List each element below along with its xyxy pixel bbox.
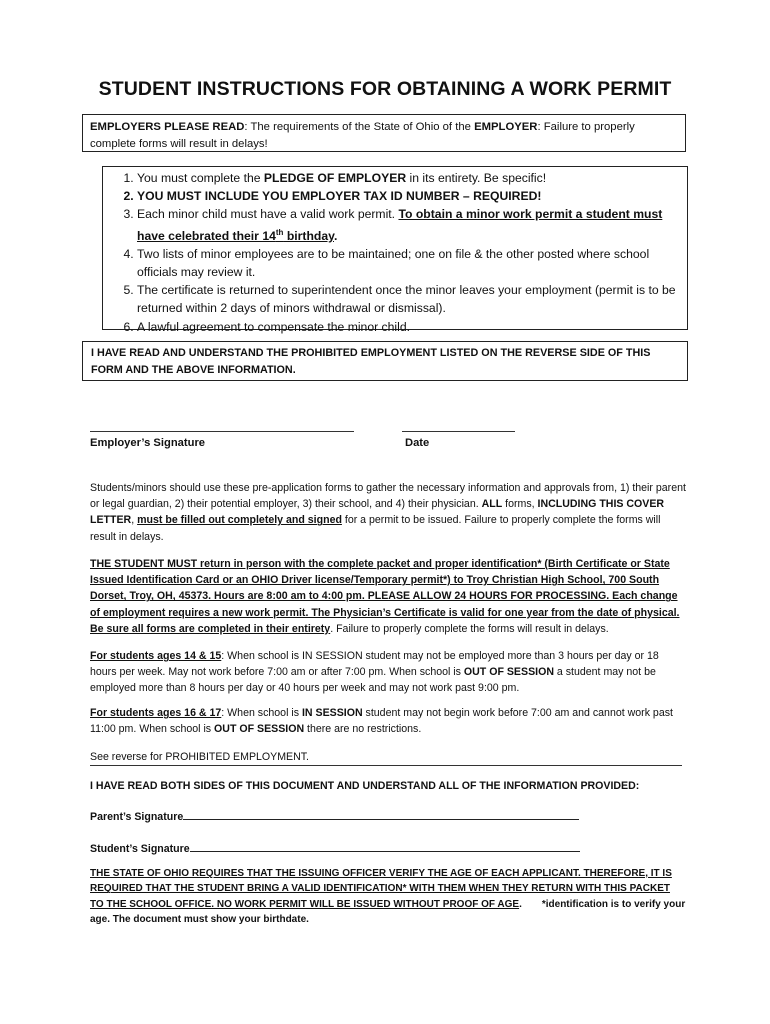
intro-text: Students/minors should use these pre-application forms to gather the necessary information and approvals from, 1) their parent or legal guardian, 2) their potential employer, 3) their school, and 4) their physician.: [90, 482, 686, 511]
intro-including: INCLUDING THIS COVER LETTER: [90, 498, 665, 527]
parent-signature-row: [90, 808, 686, 825]
intro-paragraph: [90, 480, 686, 545]
list-item-text: in its entirety. Be specific!: [406, 171, 547, 185]
employers-text-1: : The requirements of the State of Ohio of the: [244, 121, 475, 133]
list-item: 4. Two lists of minor employees are to be maintained; one on file & the other posted where school officials may review it.: [137, 245, 687, 281]
birthday-requirement-part: To obtain a minor work permit a student must have celebrated their 14: [137, 207, 663, 243]
ages-16-17-heading: For students ages 16 & 17: [90, 707, 222, 719]
ages-14-15-text: a student may not be employed more than 8 hours per day or 40 hours per week and may not work past 9:00 pm.: [90, 666, 656, 695]
intro-text: for a permit to be issued. Failure to properly complete the forms will result in delays.: [90, 514, 661, 543]
ages-16-17-text: : When school is: [221, 707, 302, 719]
parent-signature-line[interactable]: [183, 808, 579, 820]
ages-14-15-text: : When school is IN SESSION student may not be employed more than 3 hours per day or 18 hours per week. May not work before 7:00 am or after 7:00 pm. When school is: [90, 650, 659, 679]
requirements-list-box: [102, 166, 688, 334]
parent-signature-label: Parent’s Signature: [90, 811, 184, 823]
birthday-requirement-part: birthday: [283, 228, 334, 243]
intro-text: ,: [131, 514, 138, 527]
ohio-requirement-text: THE STATE OF OHIO REQUIRES THAT THE ISSUING OFFICER VERIFY THE AGE OF EACH APPLICANT. THEREFORE, IT IS REQUIRED THAT THE STUDENT BRING A VALID IDENTIFICATION* WITH THEM WHEN THEY RETURN WITH THIS PACKET TO THE SCHOOL OFFICE. NO WORK PERMIT WILL BE ISSUED WITHOUT PROOF OF AGE: [90, 868, 672, 910]
list-item-text: Each minor child must have a valid work permit.: [137, 207, 399, 222]
intro-text: forms,: [502, 498, 538, 511]
identification-note: *identification is to verify your age. The document must show your birthdate.: [90, 898, 686, 926]
list-item-text: .: [334, 228, 338, 243]
employers-text-2: : Failure to properly complete forms will result in delays!: [90, 121, 635, 150]
return-instructions-paragraph: [90, 556, 686, 637]
employers-notice-box: [82, 114, 686, 152]
return-instructions-text: THE STUDENT MUST return in person with the complete packet and proper identification* (Birth Certificate or State Issued Identification Card or an OHIO Driver license/Temporary permit*) to Troy Christian High School, 700 South Dorset, Troy, OH, 45373. Hours are 8:00 am to 4:00 pm. PLEASE ALLOW 24 HOURS FOR PROCESSING. Each change of employment requires a new work permit. The Physician’s Certificate is valid for one year from the date of physical. Be sure all forms are completed in their entirety: [90, 558, 680, 635]
list-item: [137, 169, 687, 187]
date-label: Date: [405, 437, 430, 449]
ohio-requirement-footer: [90, 866, 686, 928]
employer-signature-label: Employer’s Signature: [90, 437, 206, 449]
out-of-session-text: OUT OF SESSION: [214, 723, 305, 736]
requirements-list: [113, 169, 687, 336]
list-item: 5. The certificate is returned to superintendent once the minor leaves your employment (permit is to be returned within 2 days of minors withdrawal or dismissal).: [137, 281, 687, 317]
both-sides-acknowledgement: I HAVE READ BOTH SIDES OF THIS DOCUMENT AND UNDERSTAND ALL OF THE INFORMATION PROVIDED:: [90, 780, 640, 792]
out-of-session-text: OUT OF SESSION: [463, 666, 554, 679]
student-signature-row: [90, 840, 686, 857]
list-item: [137, 205, 687, 244]
section-divider: [90, 765, 682, 766]
list-item-text: You must complete the: [137, 171, 264, 185]
ages-14-15-heading: For students ages 14 & 15: [90, 650, 222, 662]
list-item: 6. A lawful agreement to compensate the minor child.: [137, 318, 687, 336]
in-session-text: IN SESSION: [301, 707, 363, 719]
date-line[interactable]: [402, 431, 515, 432]
intro-must-signed: must be filled out completely and signed: [137, 514, 342, 527]
employer-signature-line[interactable]: [90, 431, 354, 432]
ordinal-suffix: th: [275, 227, 284, 237]
list-item: 2. YOU MUST INCLUDE YOU EMPLOYER TAX ID NUMBER – REQUIRED!: [137, 187, 687, 205]
return-instructions-tail: . Failure to properly complete the forms will result in delays.: [330, 622, 609, 635]
ages-14-15-paragraph: [90, 648, 686, 697]
ages-16-17-text: student may not begin work before 7:00 am and cannot work past 11:00 pm. When school is: [90, 707, 673, 736]
pledge-of-employer-text: PLEDGE OF EMPLOYER: [263, 171, 407, 185]
student-signature-label: Student’s Signature: [90, 843, 190, 855]
see-reverse-note: See reverse for PROHIBITED EMPLOYMENT.: [90, 751, 309, 763]
employers-read-label: EMPLOYERS PLEASE READ: [90, 121, 245, 133]
acknowledgement-box: I HAVE READ AND UNDERSTAND THE PROHIBITED EMPLOYMENT LISTED ON THE REVERSE SIDE OF THIS FORM AND THE ABOVE INFORMATION.: [82, 341, 688, 381]
employer-word: EMPLOYER: [474, 121, 538, 133]
student-signature-line[interactable]: [190, 840, 580, 852]
ages-16-17-text: there are no restrictions.: [304, 723, 422, 736]
intro-all: ALL: [481, 498, 503, 511]
page-title: STUDENT INSTRUCTIONS FOR OBTAINING A WORK PERMIT: [98, 78, 672, 100]
ages-16-17-paragraph: [90, 705, 686, 737]
ohio-requirement-period: .: [519, 898, 522, 910]
